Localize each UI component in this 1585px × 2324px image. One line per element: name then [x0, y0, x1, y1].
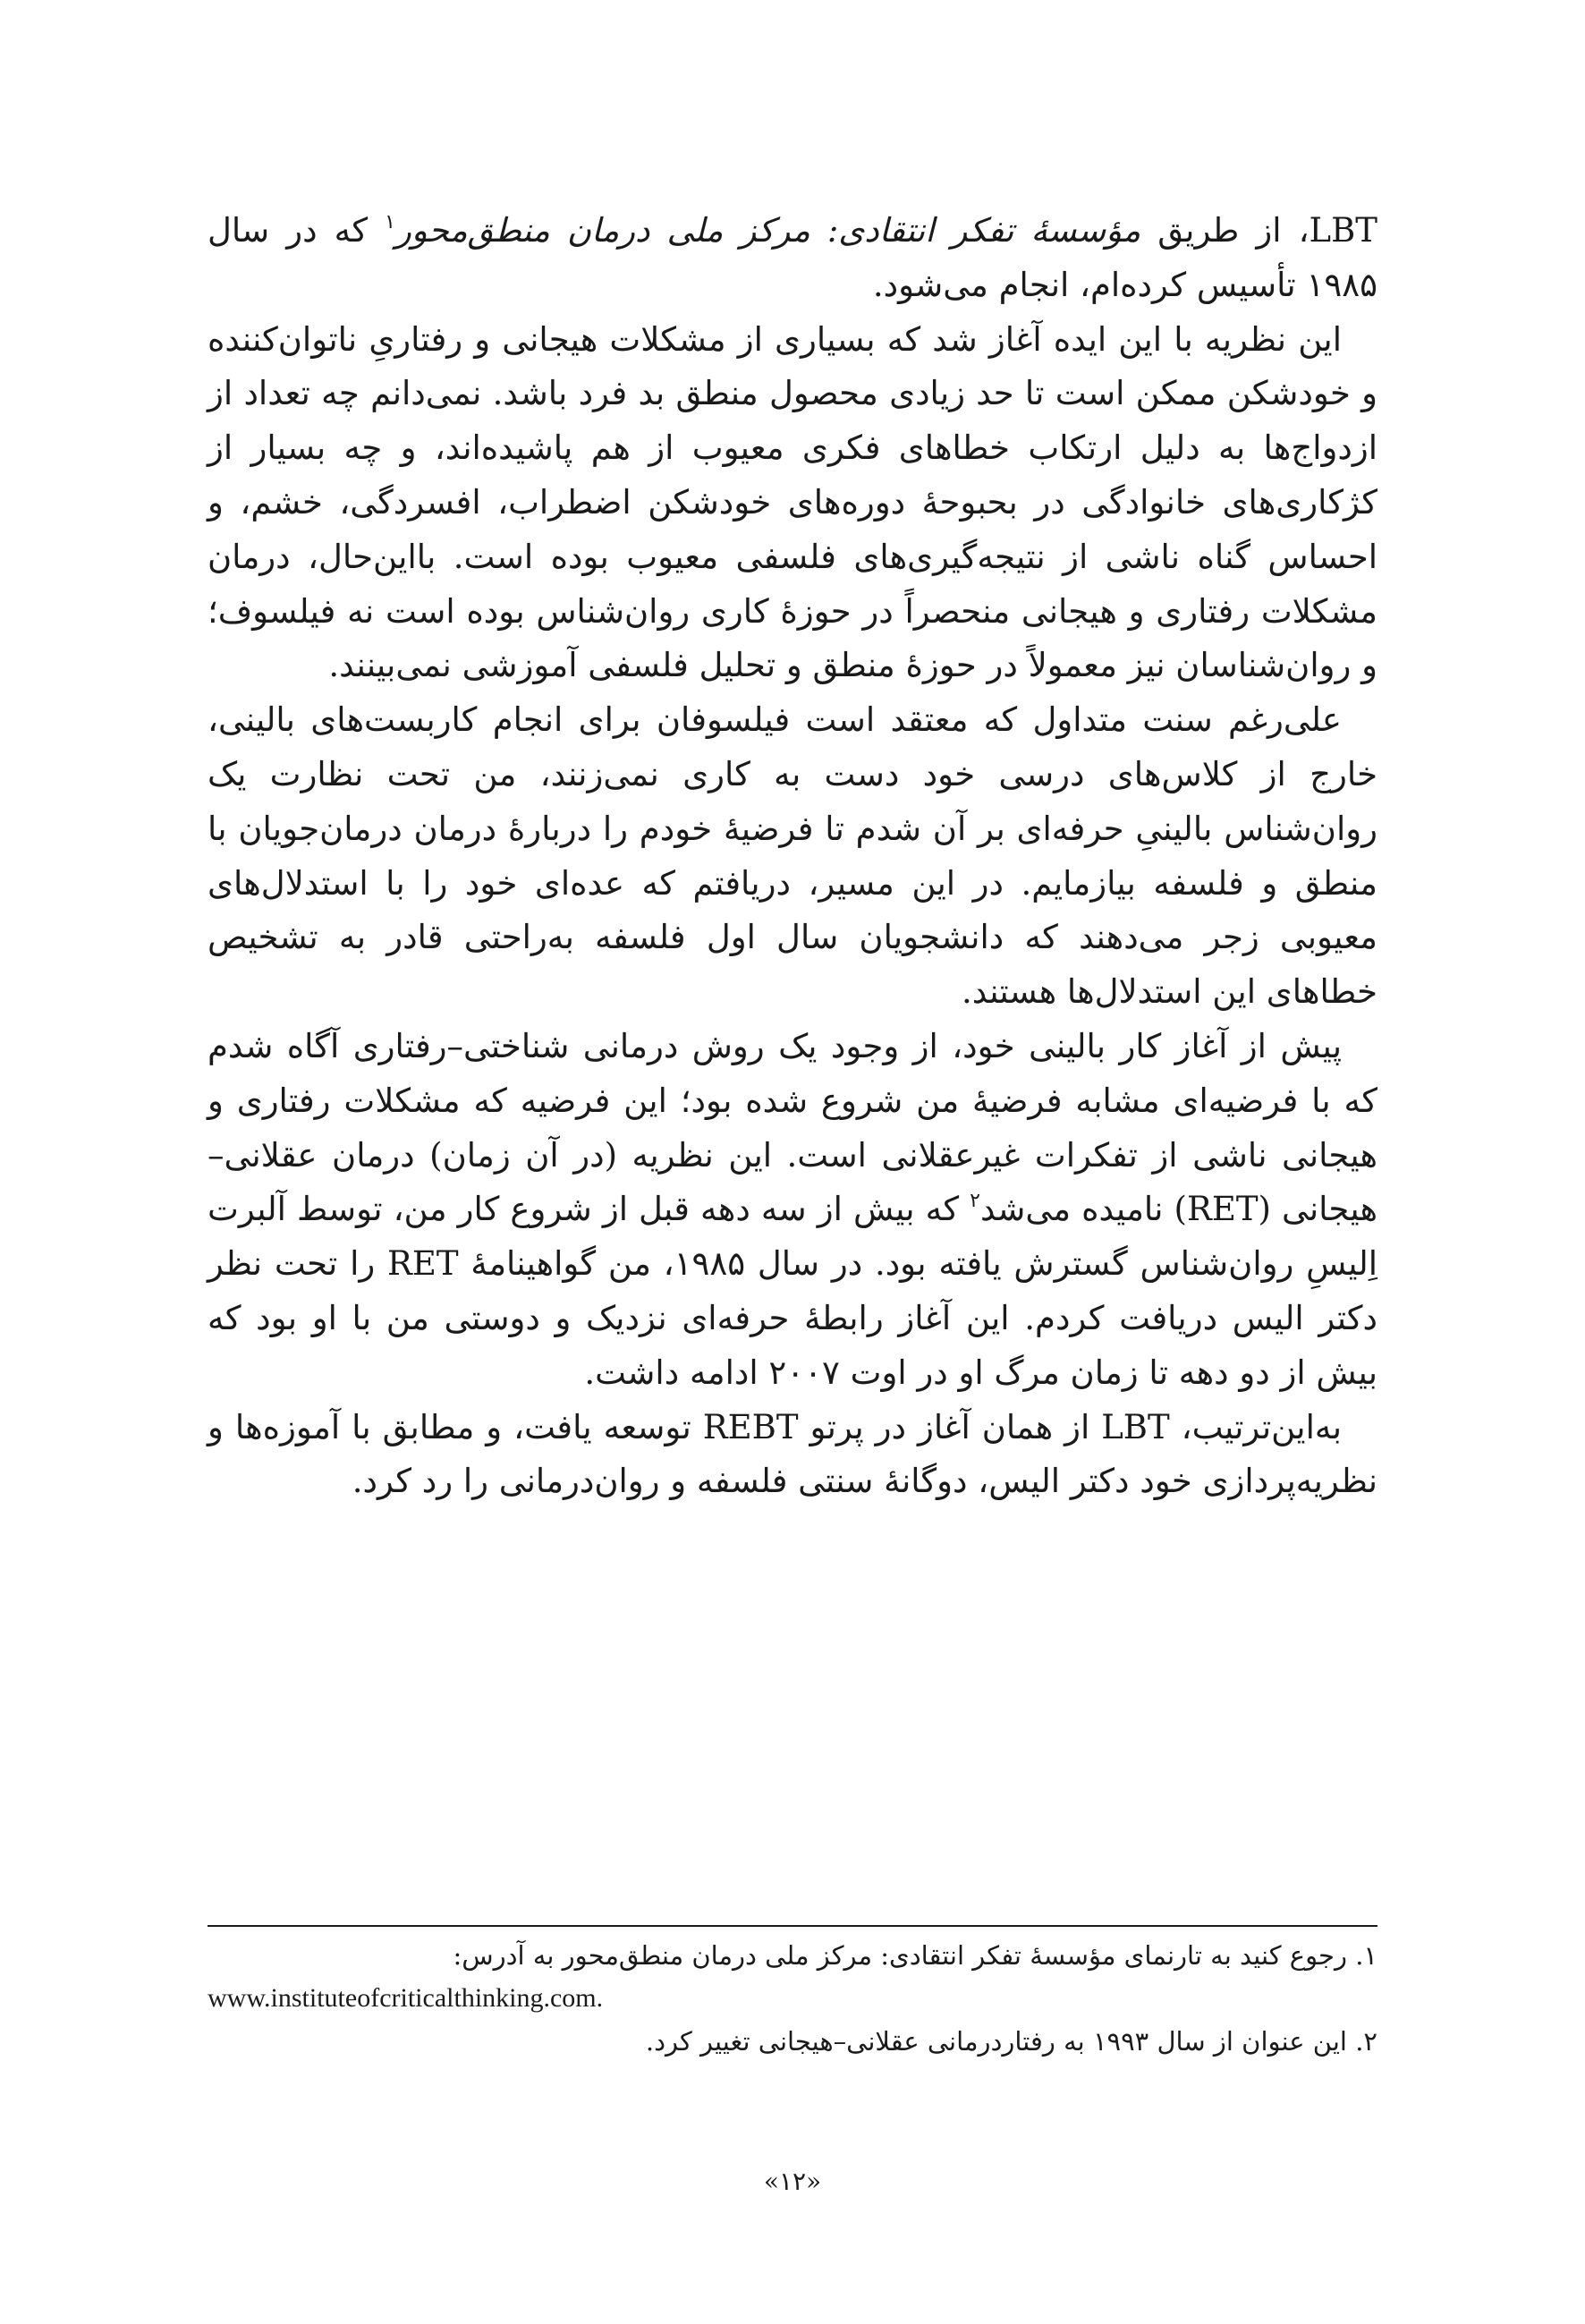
page-number: «۱۲» — [763, 2167, 822, 2196]
footnotes — [208, 1934, 1377, 2063]
paragraph — [208, 313, 1377, 694]
paragraph-text: LBT، از طریق — [1140, 211, 1377, 250]
paragraph — [208, 204, 1377, 313]
paragraph-text: این نظریه با این ایده آغاز شد که بسیاری از مشکلات هیجانی و رفتاریِ ناتوان‌کننده و خودشکن ممکن است تا حد زیادی محصول منطق بد فرد باشد. نمی‌دانم چه تعداد از ازدواج‌ها به دلیل ارتکاب خطاهای فکری معیوب از هم پاشیده‌اند، و چه بسیار از کژکاری‌های خانوادگی در بحبوحهٔ دوره‌های خودشکن اضطراب، افسردگی، خشم، و احساس گناه ناشی از نتیجه‌گیری‌های فلسفی معیوب بوده است. بااین‌حال، درمان مشکلات رفتاری و هیجانی منحصراً در حوزهٔ کاری روان‌شناس بوده است نه فیلسوف؛ و روان‌شناسان نیز معمولاً در حوزهٔ منطق و تحلیل فلسفی آموزشی نمی‌بینند. — [208, 319, 1377, 685]
footnote: ۱. رجوع کنید به تارنمای مؤسسهٔ تفکر انتقادی: مرکز ملی درمان منطق‌محور به آدرس: — [453, 1940, 1377, 1971]
footnote-url: www.instituteofcriticalthinking.com. — [208, 1983, 604, 2013]
paragraph-text: به‌این‌ترتیب، LBT از همان آغاز در پرتو REBT توسعه یافت، و مطابق با آموزه‌ها و نظریه‌پردازی خود دکتر الیس، دوگانهٔ سنتی فلسفه و روان‌درمانی را رد کرد. — [208, 1407, 1377, 1501]
footnote-reference: ۲ — [970, 1190, 980, 1213]
italic-title: مؤسسهٔ تفکر انتقادی: مرکز ملی درمان منطق‌محور — [394, 211, 1141, 250]
body-text — [208, 204, 1377, 1509]
paragraph — [208, 1401, 1377, 1510]
paragraph-text: پیش از آغاز کار بالینی خود، از وجود یک روش درمانی شناختی–رفتاری آگاه شدم که با فرضیه‌ای مشابه فرضیهٔ من شروع شده بود؛ این فرضیه که مشکلات رفتاری و هیجانی ناشی از تفکرات غیرعقلانی است. این نظریه (در آن زمان) درمان عقلانی–هیجانی (RET) نامیده می‌شد — [208, 1026, 1377, 1229]
footnote-reference: ۱ — [385, 210, 395, 233]
footnote: ۲. این عنوان از سال ۱۹۹۳ به رفتاردرمانی عقلانی–هیجانی تغییر کرد. — [645, 2026, 1377, 2057]
footnote-separator — [208, 1925, 1377, 1927]
paragraph — [208, 1020, 1377, 1401]
paragraph-text: که در سال ۱۹۸۵ تأسیس کرده‌ام، انجام می‌شود. — [208, 211, 1377, 304]
paragraph-text: علی‌رغم سنت متداول که معتقد است فیلسوفان برای انجام کاربست‌های بالینی، خارج از کلاس‌های درسی خود دست به کاری نمی‌زنند، من تحت نظارت یک روان‌شناس بالینیِ حرفه‌ای بر آن شدم تا فرضیهٔ خودم را دربارهٔ درمان درمان‌جویان با منطق و فلسفه بیازمایم. در این مسیر، دریافتم که عده‌ای خود را با استدلال‌های معیوبی زجر می‌دهند که دانشجویان سال اول فلسفه به‌راحتی قادر به تشخیص خطاهای این استدلال‌ها هستند. — [208, 700, 1377, 1012]
paragraph-text: که بیش از سه دهه قبل از شروع کار من، توسط آلبرت اِلیسِ روان‌شناس گسترش یافته بود. در سال ۱۹۸۵، من گواهینامهٔ RET را تحت نظر دکتر الیس دریافت کردم. این آغاز رابطهٔ حرفه‌ای نزدیک و دوستی من با او بود که بیش از دو دهه تا زمان مرگ او در اوت ۲۰۰۷ ادامه داشت. — [208, 1190, 1377, 1392]
paragraph — [208, 693, 1377, 1020]
